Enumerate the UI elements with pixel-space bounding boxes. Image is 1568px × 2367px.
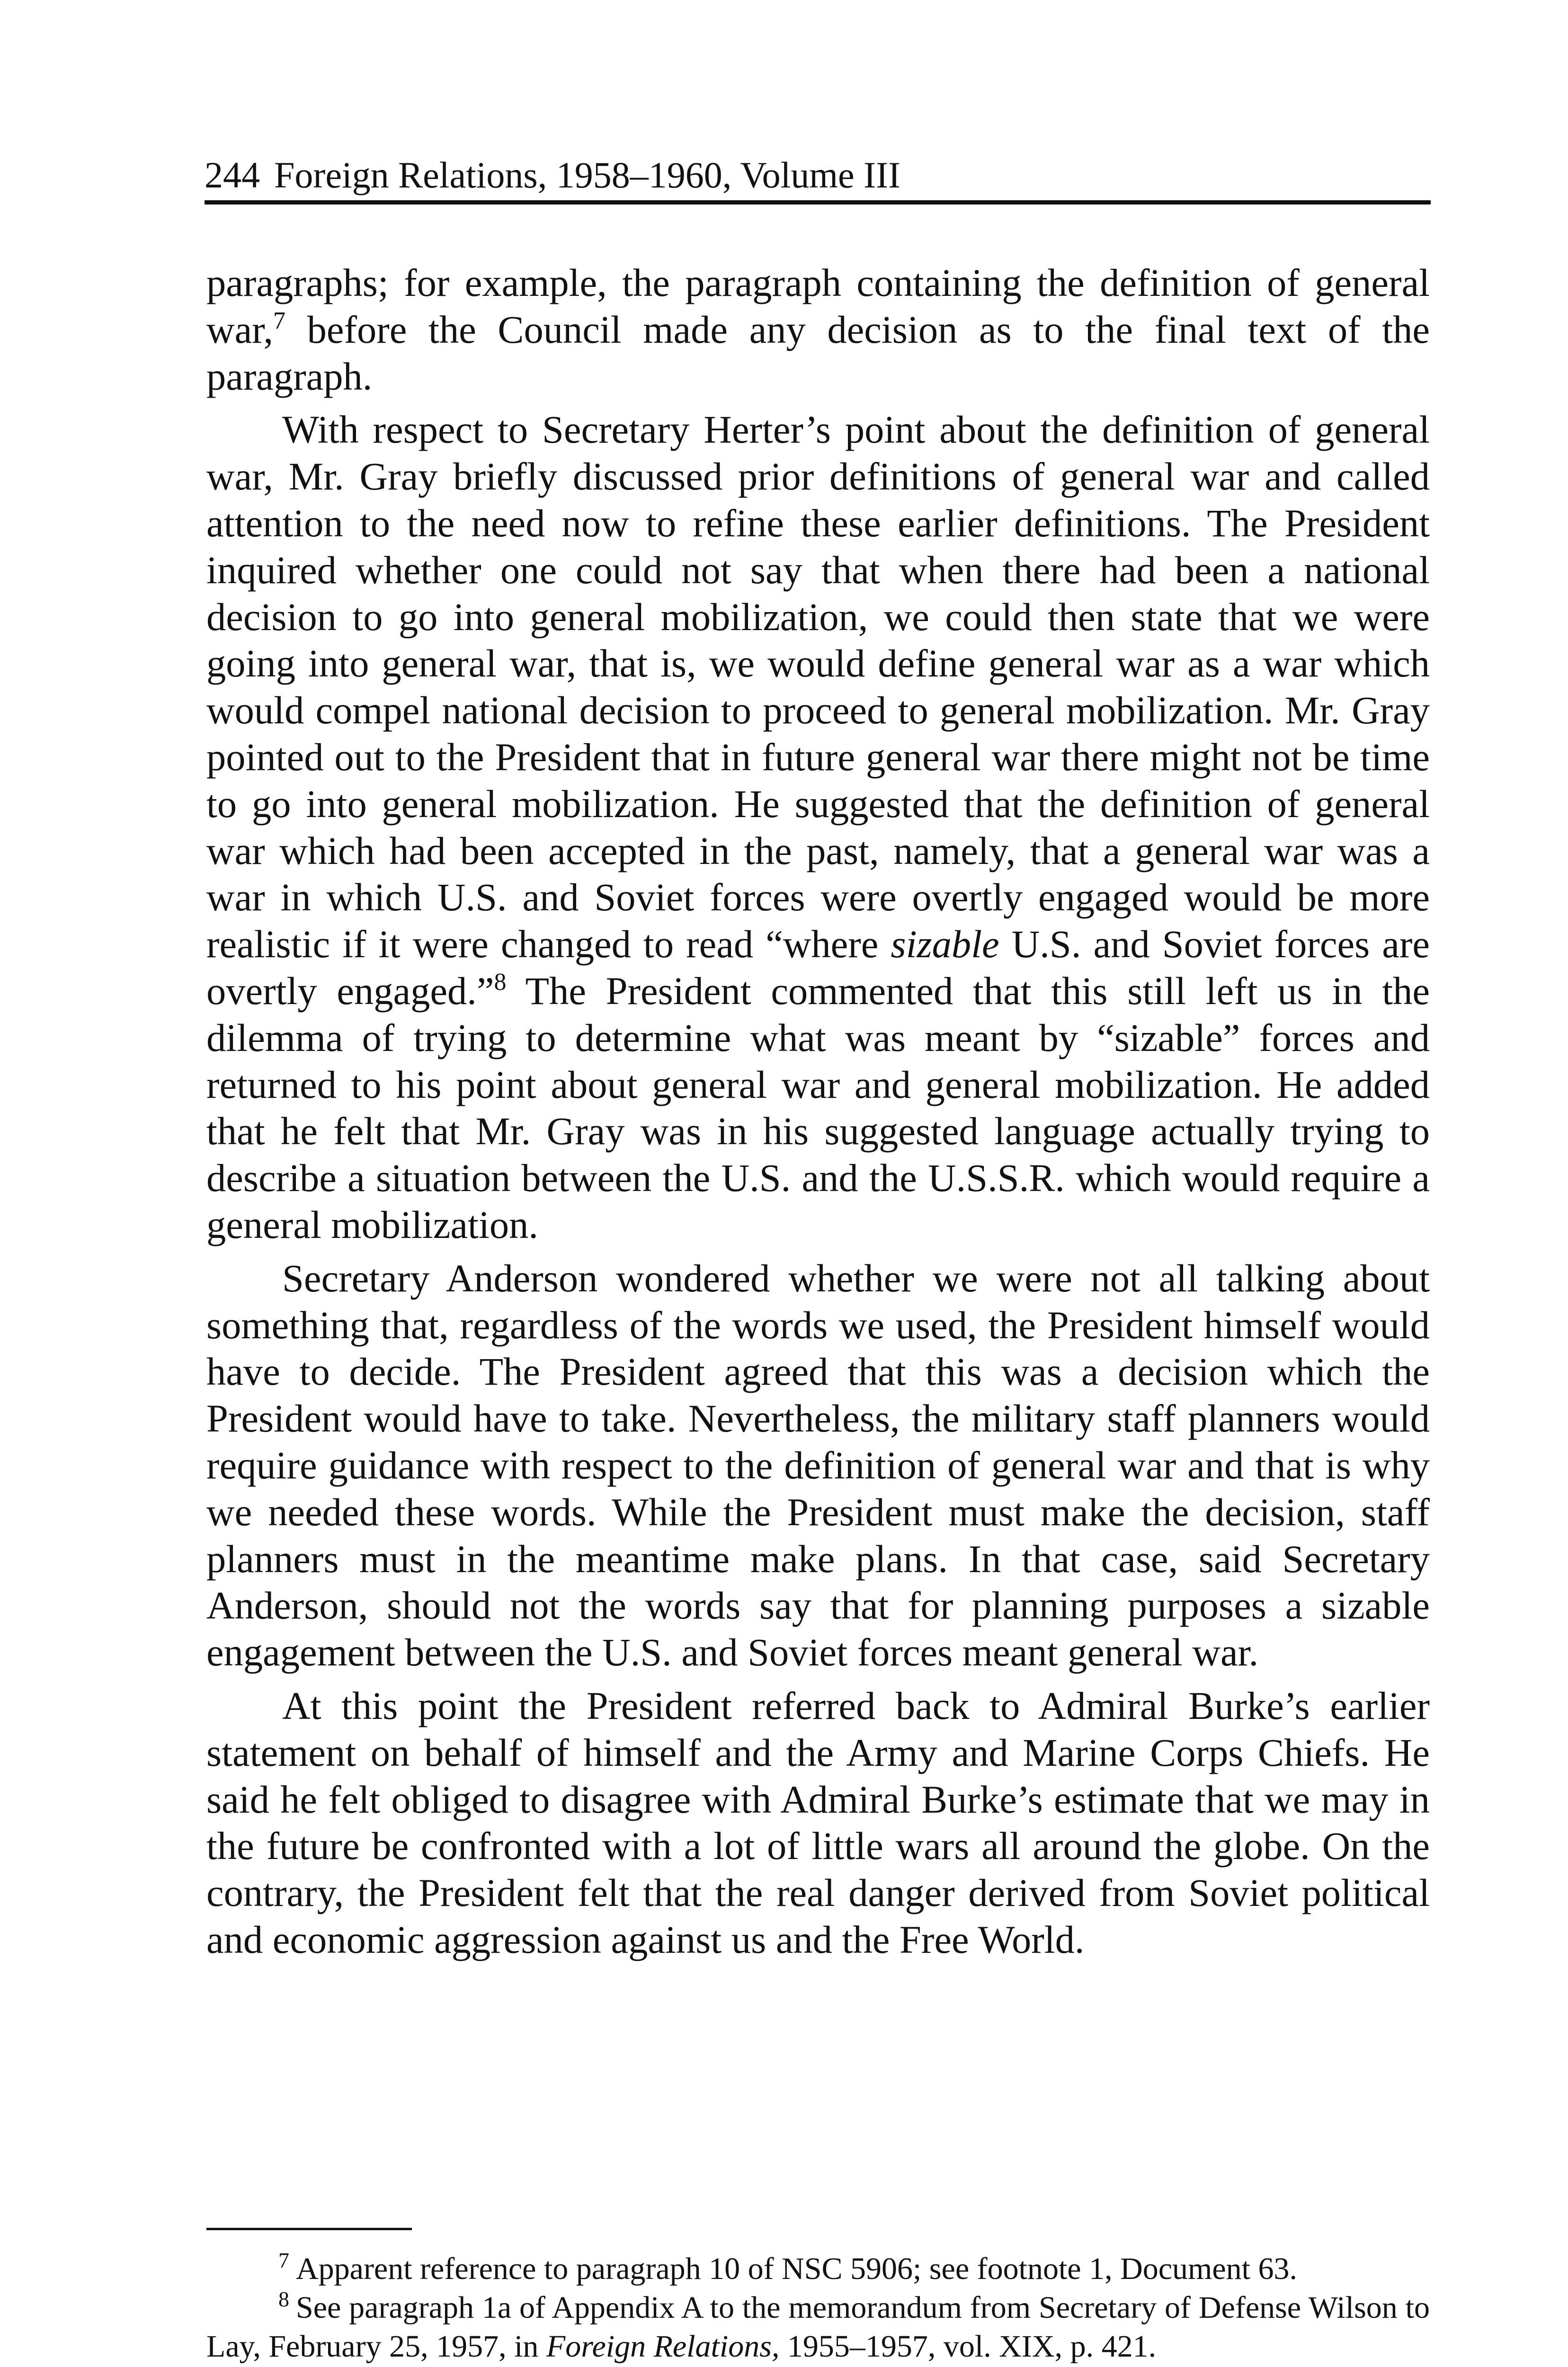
footnote-8-text-b: 1955–1957, vol. XIX, p. 421. [779, 2329, 1157, 2364]
body-text [206, 259, 1430, 1963]
paragraph-1-text-b: before the Council made any decision as to the final text of the paragraph. [206, 307, 1430, 398]
paragraph-2-italic-sizable: sizable [891, 922, 999, 966]
footnote-ref-8: 8 [494, 968, 507, 996]
paragraph-4: At this point the President referred back to Admiral Burke’s earlier statement on behalf of himself and the Army and Marine Corps Chiefs. He said he felt obliged to disagree with Admiral Burke’s estimate that we may in the future be confronted with a lot of little wars all around the globe. On the contrary, the President felt that the real danger derived from Soviet political and economic aggression against us and the Free World. [206, 1683, 1430, 1961]
header-line [205, 154, 901, 196]
running-header [205, 148, 1431, 205]
footnote-7-text: Apparent reference to paragraph 10 of NSC 5906; see footnote 1, Document 63. [296, 2251, 1297, 2286]
paragraph-2-text-c: The President commented that this still left us in the dilemma of trying to determine what was meant by “sizable” forces and returned to his point about general war and general mobilization. He added that he felt that Mr. Gray was in his suggested language actually trying to describe a situation between the U.S. and the U.S.S.R. which would require a general mobilization. [206, 969, 1430, 1246]
footnote-8-italic-title: Foreign Relations, [546, 2329, 780, 2364]
paragraph-1 [206, 259, 1430, 400]
footnote-8-marker: 8 [278, 2287, 289, 2311]
paragraph-2-text-b: U.S. and Soviet forces are overtly engaged.” [206, 922, 1430, 1013]
paragraph-3: Secretary Anderson wondered whether we were not all talking about something that, regardless of the words we used, the President himself would have to decide. The President agreed that this was a decision which the President would have to take. Nevertheless, the military staff planners would require guidance with respect to the definition of general war and that is why we needed these words. While the President must make the decision, staff planners must in the meantime make plans. In that case, said Secretary Anderson, should not the words say that for planning purposes a sizable engagement between the U.S. and Soviet forces meant general war. [206, 1256, 1430, 1674]
paragraph-2 [206, 406, 1430, 1248]
footnote-8-text-a: See paragraph 1a of Appendix A to the memorandum from Secretary of Defense Wilson to Lay, February 25, 1957, in [206, 2290, 1430, 2364]
running-title: Foreign Relations, 1958–1960, Volume III [274, 154, 901, 196]
paragraph-1-text-a: paragraphs; for example, the paragraph containing the definition of general war, [206, 261, 1430, 351]
paragraph-2-text-a: With respect to Secretary Herter’s point about the definition of general war, Mr. Gray briefly discussed prior definitions of general war and called attention to the need now to refine these earlier definitions. The President inquired whether one could not say that when there had been a national decision to go into general mobilization, we could then state that we were going into general war, that is, we would define general war as a war which would compel national decision to proceed to general mobilization. Mr. Gray pointed out to the President that in future general war there might not be time to go into general mobilization. He suggested that the definition of general war which had been accepted in the past, namely, that a general war was a war in which U.S. and Soviet forces were overtly engaged would be more realistic if it were changed to read “where [206, 408, 1430, 966]
footnote-7-marker: 7 [278, 2248, 289, 2272]
footnote-divider [206, 2228, 412, 2230]
footnote-7 [206, 2250, 1430, 2288]
footnotes [206, 2250, 1430, 2366]
footnote-8 [206, 2288, 1430, 2366]
page-number: 244 [205, 154, 260, 196]
footnote-ref-7: 7 [273, 307, 285, 334]
